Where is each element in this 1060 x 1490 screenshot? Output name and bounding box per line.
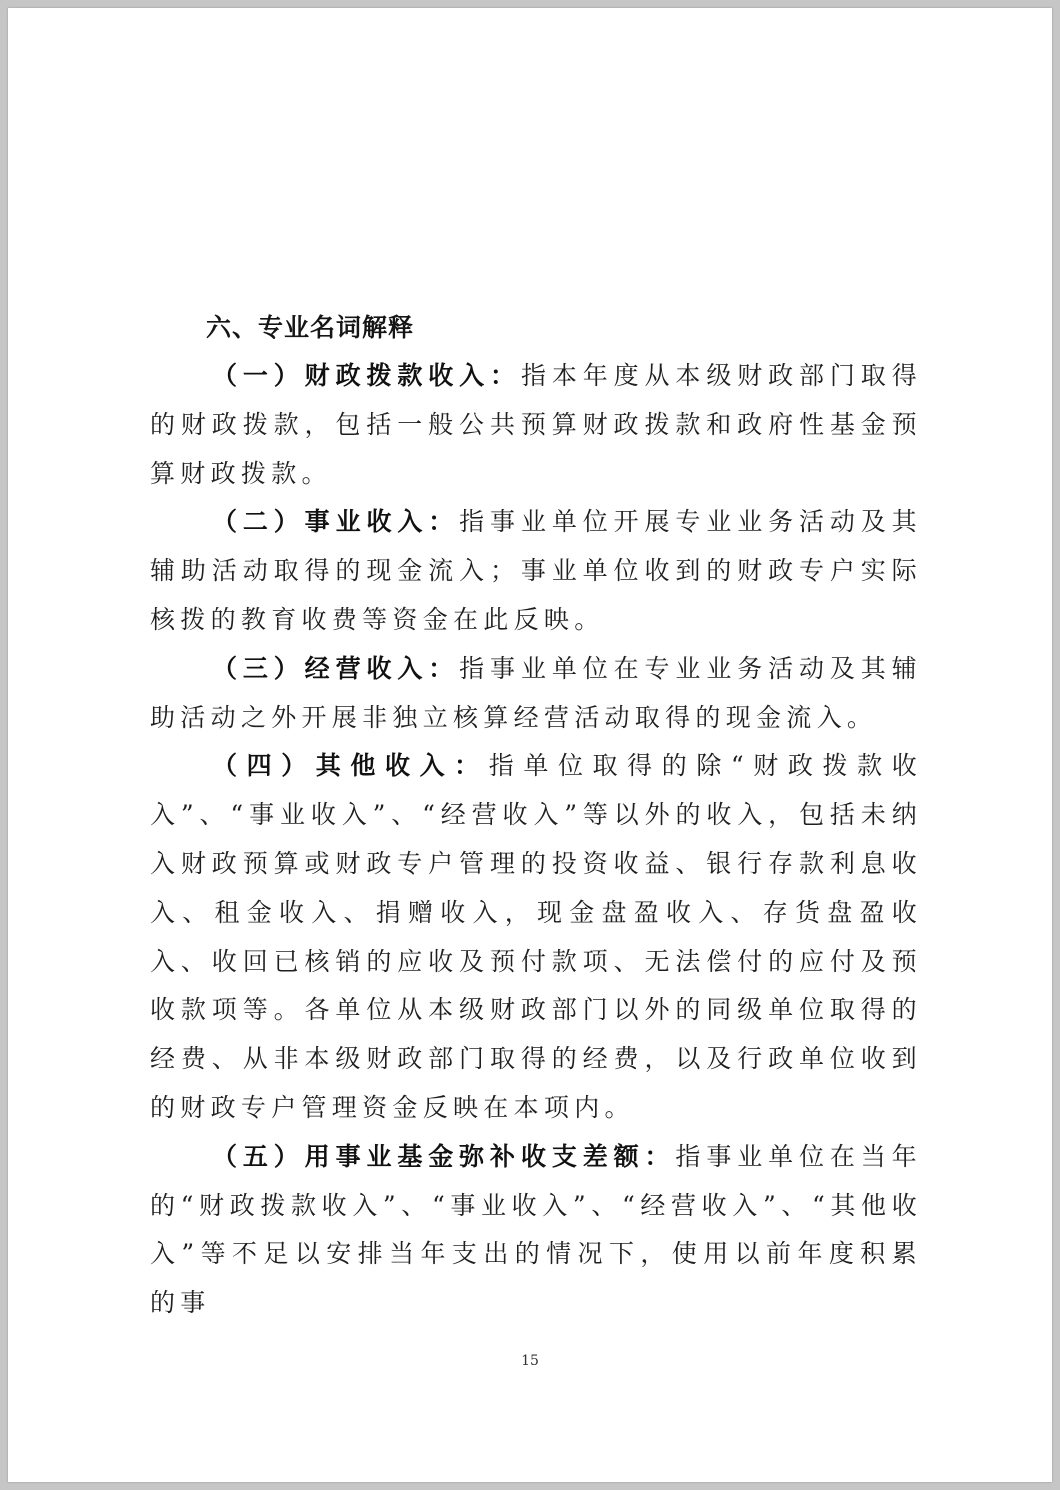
definition-text: 指事业单位在专业业务活动及其辅助活动之外开展非独立核算经营活动取得的现金流入。 bbox=[150, 653, 922, 732]
definition-text: 指本年度从本级财政部门取得的财政拨款，包括一般公共预算财政拨款和政府性基金预算财政拨款。 bbox=[150, 361, 922, 488]
definition-paragraph bbox=[150, 645, 922, 743]
definition-text: 指单位取得的除“财政拨款收入”、“事业收入”、“经营收入”等以外的收入，包括未纳入财政预算或财政专户管理的投资收益、银行存款利息收入、租金收入、捐赠收入，现金盘盈收入、存货盘盈收入、收回已核销的应收及预付款项、无法偿付的应付及预收款项等。各单位从本级财政部门以外的同级单位取得的经费、从非本级财政部门取得的经费，以及行政单位收到的财政专户管理资金反映在本项内。 bbox=[150, 751, 922, 1122]
page-content bbox=[150, 304, 922, 1328]
definition-term: （五）用事业基金弥补收支差额： bbox=[212, 1141, 676, 1171]
definition-term: （一）财政拨款收入： bbox=[212, 361, 521, 390]
definition-paragraph bbox=[150, 498, 922, 644]
page-number: 15 bbox=[521, 1353, 539, 1369]
definition-term: （四）其他收入： bbox=[212, 751, 489, 781]
document-page bbox=[8, 8, 1052, 1482]
definition-text: 指事业单位开展专业业务活动及其辅助活动取得的现金流入；事业单位收到的财政专户实际核拨的教育收费等资金在此反映。 bbox=[150, 507, 922, 634]
definition-term: （三）经营收入： bbox=[212, 653, 460, 683]
definition-text: 指事业单位在当年的“财政拨款收入”、“事业收入”、“经营收入”、“其他收入”等不足以安排当年支出的情况下，使用以前年度积累的事 bbox=[150, 1141, 922, 1318]
definition-paragraph bbox=[150, 352, 922, 498]
definition-paragraph bbox=[150, 1133, 922, 1328]
section-heading: 六、专业名词解释 bbox=[206, 313, 415, 342]
definition-term: （二）事业收入： bbox=[212, 507, 460, 537]
definition-paragraph bbox=[150, 742, 922, 1132]
